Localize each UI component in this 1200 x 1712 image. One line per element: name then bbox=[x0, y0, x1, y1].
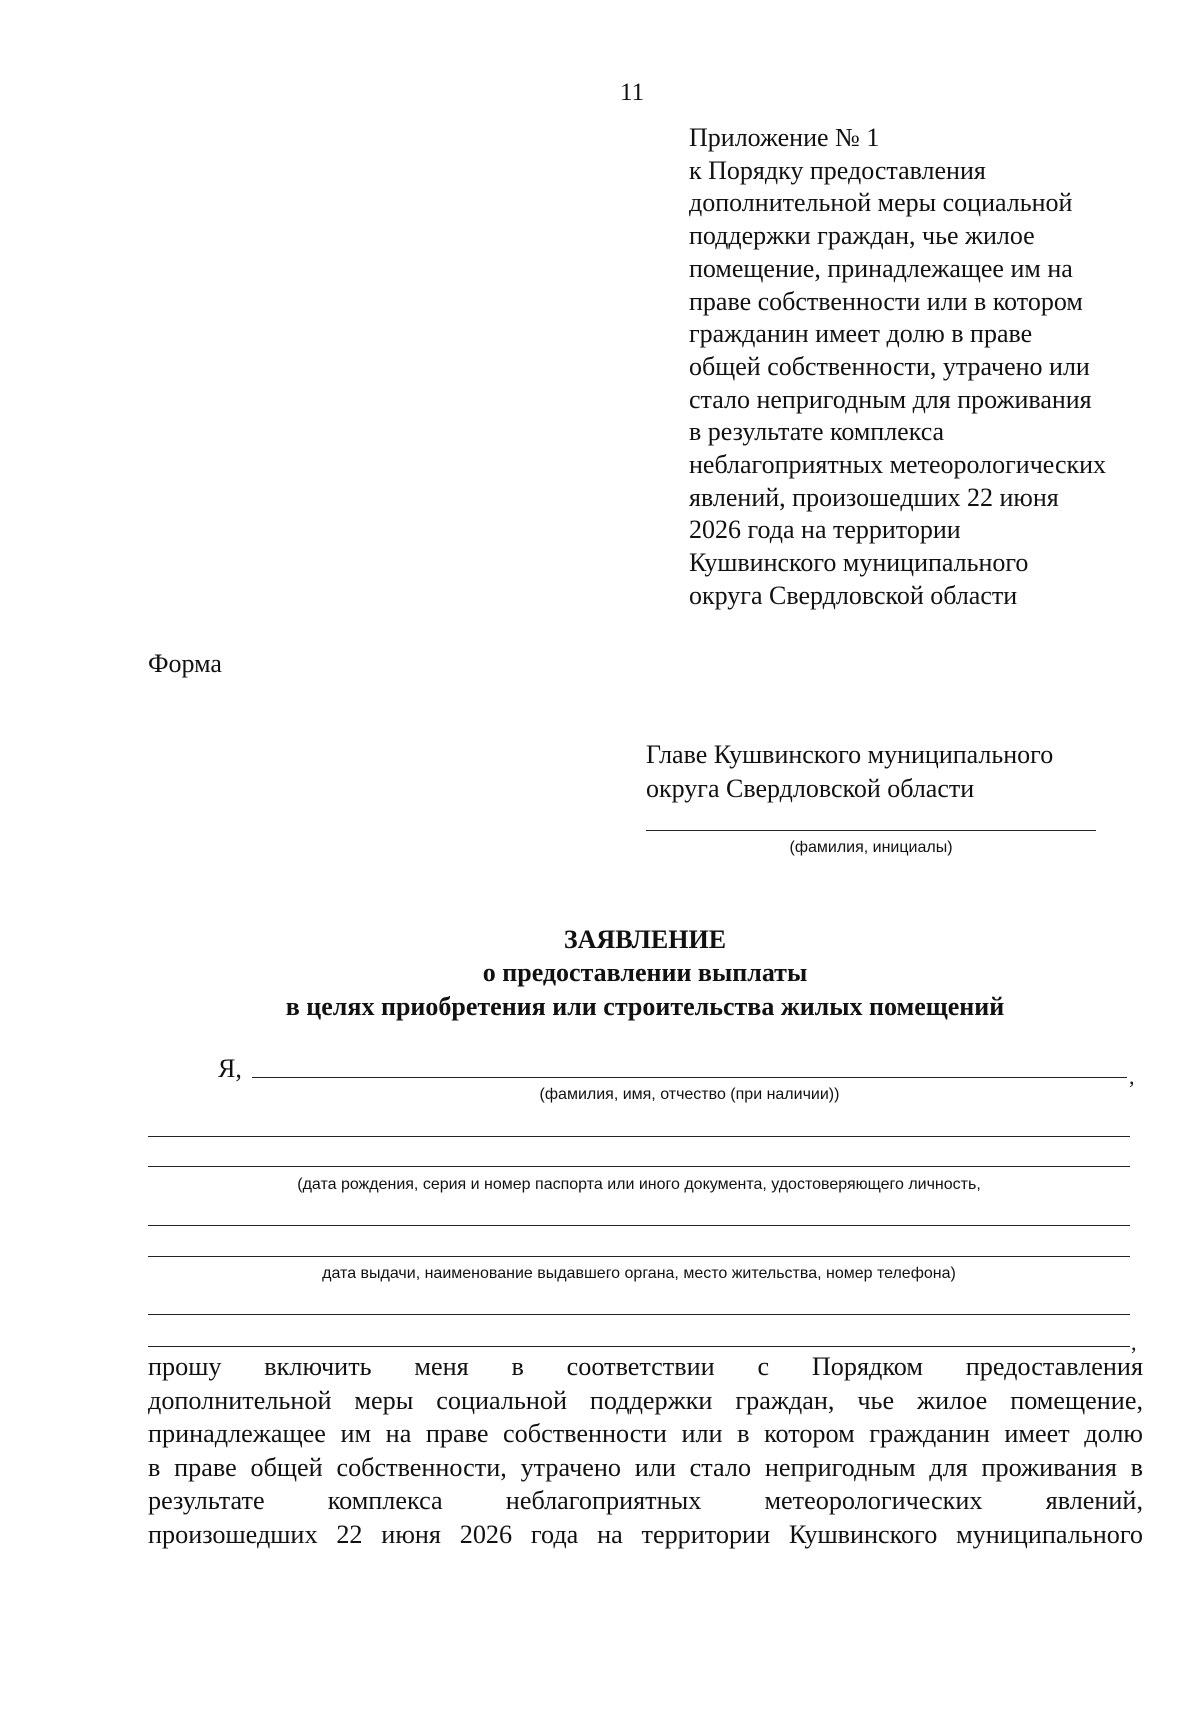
appendix-line: Приложение № 1 bbox=[689, 123, 880, 152]
paragraph-line: результате комплекса неблагоприятных метеорологических явлений, bbox=[148, 1486, 1143, 1516]
document-subtitle-1: о предоставлении выплаты bbox=[482, 958, 808, 987]
applicant-info-comma: , bbox=[1131, 1330, 1137, 1355]
paragraph-line: прошу включить меня в соответствии с Порядком предоставления bbox=[148, 1352, 1143, 1381]
appendix-line: помещение, принадлежащее им на bbox=[689, 253, 1073, 283]
applicant-name-comma: , bbox=[1129, 1064, 1135, 1089]
appendix-line: стало непригодным для проживания bbox=[689, 384, 1092, 414]
addressee-name-caption: (фамилия, инициалы) bbox=[789, 839, 953, 856]
form-label: Форма bbox=[148, 649, 222, 678]
applicant-info-field[interactable] bbox=[148, 1256, 1130, 1257]
applicant-info-field[interactable] bbox=[148, 1314, 1130, 1315]
appendix-line: округа Свердловской области bbox=[689, 580, 1018, 610]
appendix-line: неблагоприятных метеорологических bbox=[689, 450, 1107, 480]
addressee-name-field[interactable] bbox=[646, 830, 1096, 831]
appendix-line: к Порядку предоставления bbox=[689, 155, 986, 185]
appendix-line: поддержки граждан, чье жилое bbox=[689, 221, 1035, 251]
applicant-info-field[interactable] bbox=[148, 1136, 1130, 1137]
appendix-line: дополнительной меры социальной bbox=[689, 188, 1073, 218]
appendix-line: гражданин имеет долю в праве bbox=[689, 319, 1033, 349]
page-number: 11 bbox=[620, 79, 645, 106]
applicant-info-field[interactable] bbox=[148, 1346, 1130, 1347]
appendix-line: в результате комплекса bbox=[689, 417, 945, 447]
applicant-info-field[interactable] bbox=[148, 1225, 1130, 1226]
paragraph-line: принадлежащее им на праве собственности или в котором гражданин имеет долю bbox=[148, 1419, 1143, 1449]
addressee-line-1: Главе Кушвинского муниципального bbox=[646, 740, 1054, 769]
appendix-line: общей собственности, утрачено или bbox=[689, 351, 1090, 381]
document-subtitle-2: в целях приобретения или строительства жилых помещений bbox=[285, 992, 1005, 1021]
appendix-line: праве собственности или в котором bbox=[689, 286, 1083, 316]
applicant-doc-caption-2: дата выдачи, наименование выдавшего органа, место жительства, номер телефона) bbox=[322, 1265, 956, 1282]
applicant-name-caption: (фамилия, имя, отчество (при наличии)) bbox=[539, 1086, 840, 1103]
addressee-block bbox=[646, 738, 1146, 806]
applicant-name-field[interactable] bbox=[252, 1077, 1127, 1078]
appendix-line: Кушвинского муниципального bbox=[689, 548, 1029, 578]
applicant-prefix: Я, bbox=[218, 1054, 242, 1083]
applicant-doc-caption-1: (дата рождения, серия и номер паспорта или иного документа, удостоверяющего личность, bbox=[297, 1176, 981, 1193]
appendix-line: явлений, произошедших 22 июня bbox=[689, 482, 1059, 512]
paragraph-line: произошедших 22 июня 2026 года на территории Кушвинского муниципального bbox=[148, 1519, 1143, 1549]
paragraph-line: дополнительной меры социальной поддержки граждан, чье жилое помещение, bbox=[148, 1385, 1143, 1415]
applicant-info-field[interactable] bbox=[148, 1166, 1130, 1167]
request-paragraph bbox=[148, 1350, 1143, 1552]
paragraph-line: в праве общей собственности, утрачено или стало непригодным для проживания в bbox=[148, 1452, 1143, 1482]
appendix-line: 2026 года на территории bbox=[689, 515, 961, 545]
document-title: ЗАЯВЛЕНИЕ bbox=[563, 925, 727, 954]
addressee-line-2: округа Свердловской области bbox=[646, 774, 975, 803]
appendix-header bbox=[689, 122, 1169, 613]
